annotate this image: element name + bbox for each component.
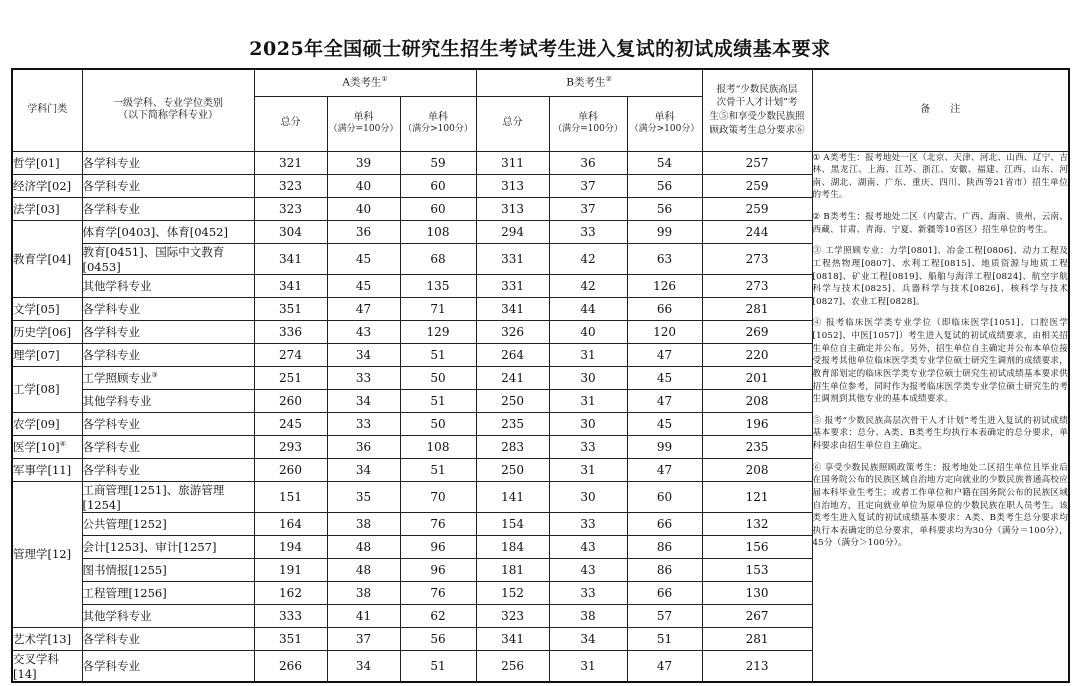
category-header: 学科门类 [12, 69, 82, 151]
a-single100-cell: 47 [327, 297, 400, 320]
b-single100-cell: 31 [549, 343, 627, 366]
b-single-gt100-cell: 47 [627, 650, 702, 682]
special-total-cell: 208 [702, 389, 812, 412]
a-single-gt100-cell: 50 [400, 412, 476, 435]
b-single-gt100-cell: 66 [627, 512, 702, 535]
a-single-gt100-cell: 60 [400, 174, 476, 197]
special-total-cell: 269 [702, 320, 812, 343]
major-cell: 其他学科专业 [82, 274, 254, 297]
remarks-header: 备 注 [812, 69, 1069, 151]
page-title: 2025年全国硕士研究生招生考试考生进入复试的初试成绩基本要求 [249, 38, 831, 60]
category-cell: 医学[10]④ [12, 435, 82, 458]
major-cell: 其他学科专业 [82, 604, 254, 627]
a-total-cell: 293 [254, 435, 327, 458]
b-total-cell: 341 [476, 297, 549, 320]
major-cell: 工程管理[1256] [82, 581, 254, 604]
remark-note: ⑥ 享受少数民族照顾政策考生：报考地处二区招生单位且毕业后在国务院公布的民族区域自治地方定向就业的少数民族普通高校应届本科毕业生考生；或者工作单位和户籍在国务院公布的民族区域自治地方，且定向就业单位为原单位的少数民族在职人员考生。该类考生进入复试的初试成绩基本要求：A类、B类考生总分要求均执行本表确定的总分要求，单科要求均为30分（满分＝100分），45分（满分＞100分）。 [812, 462, 1069, 549]
special-total-cell: 201 [702, 366, 812, 389]
b-total-cell: 264 [476, 343, 549, 366]
major-cell: 各学科专业 [82, 320, 254, 343]
a-total-cell: 164 [254, 512, 327, 535]
a-single-gt100-cell: 108 [400, 220, 476, 243]
b-single-gt100-cell: 60 [627, 481, 702, 512]
a-single-gt100-cell: 51 [400, 389, 476, 412]
b-single100-cell: 38 [549, 604, 627, 627]
b-total-cell: 241 [476, 366, 549, 389]
b-single100-cell: 33 [549, 581, 627, 604]
b-single-gt100-cell: 45 [627, 366, 702, 389]
b-single100-cell: 33 [549, 220, 627, 243]
a-single-gt100-cell: 76 [400, 581, 476, 604]
a-single100-cell: 36 [327, 220, 400, 243]
major-cell: 各学科专业 [82, 435, 254, 458]
a-single100-cell: 45 [327, 274, 400, 297]
major-cell: 各学科专业 [82, 458, 254, 481]
a-single100-cell: 38 [327, 581, 400, 604]
a-single100-cell: 36 [327, 435, 400, 458]
special-total-cell: 121 [702, 481, 812, 512]
b-single-gt100-cell: 47 [627, 458, 702, 481]
a-single100-cell: 35 [327, 481, 400, 512]
special-total-cell: 132 [702, 512, 812, 535]
a-single100-cell: 33 [327, 366, 400, 389]
a-single100-cell: 41 [327, 604, 400, 627]
special-total-cell: 267 [702, 604, 812, 627]
b-single-gt100-cell: 86 [627, 535, 702, 558]
special-total-cell: 244 [702, 220, 812, 243]
b-single-gt100-cell: 54 [627, 151, 702, 174]
a-single-gt100-cell: 76 [400, 512, 476, 535]
b-single100-cell: 30 [549, 481, 627, 512]
a-single100-cell: 38 [327, 512, 400, 535]
special-total-cell: 153 [702, 558, 812, 581]
b-total-cell: 256 [476, 650, 549, 682]
b-total-cell: 154 [476, 512, 549, 535]
a-single100-cell: 43 [327, 320, 400, 343]
table-row [12, 151, 1069, 174]
major-cell: 各学科专业 [82, 174, 254, 197]
a-single100-cell: 34 [327, 343, 400, 366]
a-total-cell: 191 [254, 558, 327, 581]
special-total-cell: 208 [702, 458, 812, 481]
category-cell: 教育学[04] [12, 220, 82, 297]
major-cell: 各学科专业 [82, 343, 254, 366]
a-single-gt100-cell: 96 [400, 558, 476, 581]
b-total-cell: 331 [476, 274, 549, 297]
b-single-gt100-header: 单科 （满分>100分） [627, 96, 702, 151]
major-cell: 会计[1253]、审计[1257] [82, 535, 254, 558]
special-total-cell: 273 [702, 274, 812, 297]
special-total-cell: 220 [702, 343, 812, 366]
b-single-gt100-cell: 120 [627, 320, 702, 343]
a-single-gt100-cell: 51 [400, 650, 476, 682]
category-cell: 交叉学科[14] [12, 650, 82, 682]
b-single-gt100-cell: 56 [627, 174, 702, 197]
a-total-cell: 336 [254, 320, 327, 343]
special-total-cell: 259 [702, 197, 812, 220]
a-single100-cell: 48 [327, 535, 400, 558]
major-cell: 体育学[0403]、体育[0452] [82, 220, 254, 243]
a-total-cell: 194 [254, 535, 327, 558]
special-total-cell: 156 [702, 535, 812, 558]
a-total-cell: 333 [254, 604, 327, 627]
special-total-cell: 281 [702, 627, 812, 650]
b-single-gt100-cell: 66 [627, 581, 702, 604]
b-total-cell: 313 [476, 174, 549, 197]
remark-note: ② B类考生：报考地处二区（内蒙古、广西、海南、贵州、云南、西藏、甘肃、青海、宁夏、新疆等10省区）招生单位的考生。 [812, 212, 1069, 235]
b-total-cell: 250 [476, 458, 549, 481]
special-total-cell: 257 [702, 151, 812, 174]
a-single100-cell: 37 [327, 627, 400, 650]
a-total-cell: 251 [254, 366, 327, 389]
b-total-cell: 326 [476, 320, 549, 343]
b-single-gt100-cell: 45 [627, 412, 702, 435]
b-single100-cell: 31 [549, 650, 627, 682]
special-total-cell: 281 [702, 297, 812, 320]
remark-note: ① A类考生：报考地处一区（北京、天津、河北、山西、辽宁、吉林、黑龙江、上海、江苏、浙江、安徽、福建、江西、山东、河南、湖北、湖南、广东、重庆、四川、陕西等21省市）招生单位的考生。 [812, 152, 1069, 201]
a-single100-cell: 33 [327, 412, 400, 435]
remark-note: ④ 报考临床医学类专业学位（即临床医学[1051]、口腔医学[1052]、中医[1057]）考生进入复试的初试成绩要求，由相关招生单位自主确定并公布。另外，招生单位自主确定并公布本单位接受报考其他单位临床医学类专业学位硕士研究生调剂的成绩要求，教育部划定的临床医学类专业学位硕士研究生初试成绩基本要求供招生单位参考，同时作为报考临床医学类专业学位硕士研究生的考生调剂到其他专业的基本成绩要求。 [812, 318, 1069, 405]
a-single-gt100-cell: 50 [400, 366, 476, 389]
score-table [11, 68, 1070, 683]
a-class-header: A类考生① [254, 69, 476, 96]
a-single-gt100-cell: 68 [400, 243, 476, 274]
category-cell: 农学[09] [12, 412, 82, 435]
major-cell: 各学科专业 [82, 650, 254, 682]
special-total-cell: 196 [702, 412, 812, 435]
major-cell: 各学科专业 [82, 412, 254, 435]
b-total-cell: 331 [476, 243, 549, 274]
b-total-cell: 141 [476, 481, 549, 512]
category-cell: 理学[07] [12, 343, 82, 366]
special-total-cell: 235 [702, 435, 812, 458]
a-single-gt100-header: 单科 （满分>100分） [400, 96, 476, 151]
category-cell: 文学[05] [12, 297, 82, 320]
a-total-cell: 266 [254, 650, 327, 682]
b-single100-cell: 33 [549, 512, 627, 535]
a-single-gt100-cell: 71 [400, 297, 476, 320]
b-single100-cell: 31 [549, 458, 627, 481]
a-single-gt100-cell: 51 [400, 343, 476, 366]
major-cell: 教育[0451]、国际中文教育[0453] [82, 243, 254, 274]
b-single100-cell: 30 [549, 366, 627, 389]
b-single-gt100-cell: 56 [627, 197, 702, 220]
a-total-cell: 321 [254, 151, 327, 174]
a-single-gt100-cell: 129 [400, 320, 476, 343]
b-single100-cell: 42 [549, 243, 627, 274]
b-single-gt100-cell: 47 [627, 343, 702, 366]
special-total-cell: 130 [702, 581, 812, 604]
b-total-cell: 250 [476, 389, 549, 412]
category-cell: 历史学[06] [12, 320, 82, 343]
b-single-gt100-cell: 47 [627, 389, 702, 412]
a-total-cell: 351 [254, 297, 327, 320]
b-single-gt100-cell: 66 [627, 297, 702, 320]
b-total-cell: 235 [476, 412, 549, 435]
a-total-header: 总分 [254, 96, 327, 151]
b-total-cell: 184 [476, 535, 549, 558]
category-cell: 哲学[01] [12, 151, 82, 174]
category-cell: 管理学[12] [12, 481, 82, 627]
major-cell: 其他学科专业 [82, 389, 254, 412]
b-total-cell: 152 [476, 581, 549, 604]
a-single100-cell: 48 [327, 558, 400, 581]
category-cell: 经济学[02] [12, 174, 82, 197]
b-single100-cell: 43 [549, 558, 627, 581]
b-single100-cell: 36 [549, 151, 627, 174]
b-single100-cell: 40 [549, 320, 627, 343]
special-header: 报考“少数民族高层 次骨干人才计划”考 生⑤和享受少数民族照 顾政策考生总分要求⑥ [702, 69, 812, 151]
a-single-gt100-cell: 51 [400, 458, 476, 481]
special-total-cell: 273 [702, 243, 812, 274]
a-single-gt100-cell: 60 [400, 197, 476, 220]
b-single100-cell: 37 [549, 174, 627, 197]
b-single100-header: 单科 （满分=100分） [549, 96, 627, 151]
a-total-cell: 304 [254, 220, 327, 243]
a-single100-cell: 34 [327, 389, 400, 412]
b-single-gt100-cell: 99 [627, 220, 702, 243]
special-total-cell: 259 [702, 174, 812, 197]
b-class-header: B类考生② [476, 69, 702, 96]
category-cell: 工学[08] [12, 366, 82, 412]
special-total-cell: 213 [702, 650, 812, 682]
b-total-cell: 311 [476, 151, 549, 174]
a-total-cell: 351 [254, 627, 327, 650]
b-total-cell: 313 [476, 197, 549, 220]
major-cell: 各学科专业 [82, 197, 254, 220]
b-single-gt100-cell: 86 [627, 558, 702, 581]
a-total-cell: 323 [254, 174, 327, 197]
major-cell: 工商管理[1251]、旅游管理[1254] [82, 481, 254, 512]
a-single100-cell: 45 [327, 243, 400, 274]
major-cell: 工学照顾专业③ [82, 366, 254, 389]
a-total-cell: 260 [254, 389, 327, 412]
b-single100-cell: 42 [549, 274, 627, 297]
b-single100-cell: 44 [549, 297, 627, 320]
major-cell: 各学科专业 [82, 627, 254, 650]
a-single-gt100-cell: 70 [400, 481, 476, 512]
a-total-cell: 151 [254, 481, 327, 512]
category-cell: 军事学[11] [12, 458, 82, 481]
b-single-gt100-cell: 57 [627, 604, 702, 627]
b-single-gt100-cell: 99 [627, 435, 702, 458]
a-single-gt100-cell: 108 [400, 435, 476, 458]
a-total-cell: 162 [254, 581, 327, 604]
b-total-cell: 283 [476, 435, 549, 458]
major-cell: 各学科专业 [82, 151, 254, 174]
b-total-cell: 294 [476, 220, 549, 243]
a-total-cell: 274 [254, 343, 327, 366]
b-single100-cell: 31 [549, 389, 627, 412]
a-single100-cell: 40 [327, 174, 400, 197]
remarks-cell [812, 151, 1069, 682]
a-single-gt100-cell: 96 [400, 535, 476, 558]
a-total-cell: 341 [254, 243, 327, 274]
b-single-gt100-cell: 51 [627, 627, 702, 650]
b-single100-cell: 34 [549, 627, 627, 650]
a-single100-cell: 34 [327, 458, 400, 481]
b-single100-cell: 30 [549, 412, 627, 435]
major-header: 一级学科、专业学位类别 （以下简称学科专业） [82, 69, 254, 151]
b-single100-cell: 33 [549, 435, 627, 458]
b-single-gt100-cell: 63 [627, 243, 702, 274]
a-single100-cell: 40 [327, 197, 400, 220]
a-single-gt100-cell: 62 [400, 604, 476, 627]
b-total-cell: 181 [476, 558, 549, 581]
major-cell: 各学科专业 [82, 297, 254, 320]
remark-note: ③ 工学照顾专业：力学[0801]、冶金工程[0806]、动力工程及工程热物理[0807]、水利工程[0815]、地质资源与地质工程[0818]、矿业工程[0819]、船舶与海洋工程[0824]、航空宇航科学与技术[0825]、兵器科学与技术[0826]、核科学与技术[0827]、农业工程[0828]。 [812, 246, 1069, 307]
remark-note: ⑤ 报考“少数民族高层次骨干人才计划”考生进入复试的初试成绩基本要求：总分、A类、B类考生均执行本表确定的总分要求，单科要求由招生单位自主确定。 [812, 415, 1069, 451]
a-single-gt100-cell: 59 [400, 151, 476, 174]
b-total-header: 总分 [476, 96, 549, 151]
b-single100-cell: 37 [549, 197, 627, 220]
category-cell: 法学[03] [12, 197, 82, 220]
b-single100-cell: 43 [549, 535, 627, 558]
a-single100-header: 单科 （满分=100分） [327, 96, 400, 151]
a-single-gt100-cell: 56 [400, 627, 476, 650]
a-single-gt100-cell: 135 [400, 274, 476, 297]
a-total-cell: 245 [254, 412, 327, 435]
a-single100-cell: 34 [327, 650, 400, 682]
a-total-cell: 260 [254, 458, 327, 481]
b-single-gt100-cell: 126 [627, 274, 702, 297]
b-total-cell: 323 [476, 604, 549, 627]
category-cell: 艺术学[13] [12, 627, 82, 650]
major-cell: 图书情报[1255] [82, 558, 254, 581]
b-total-cell: 341 [476, 627, 549, 650]
major-cell: 公共管理[1252] [82, 512, 254, 535]
a-single100-cell: 39 [327, 151, 400, 174]
a-total-cell: 323 [254, 197, 327, 220]
a-total-cell: 341 [254, 274, 327, 297]
